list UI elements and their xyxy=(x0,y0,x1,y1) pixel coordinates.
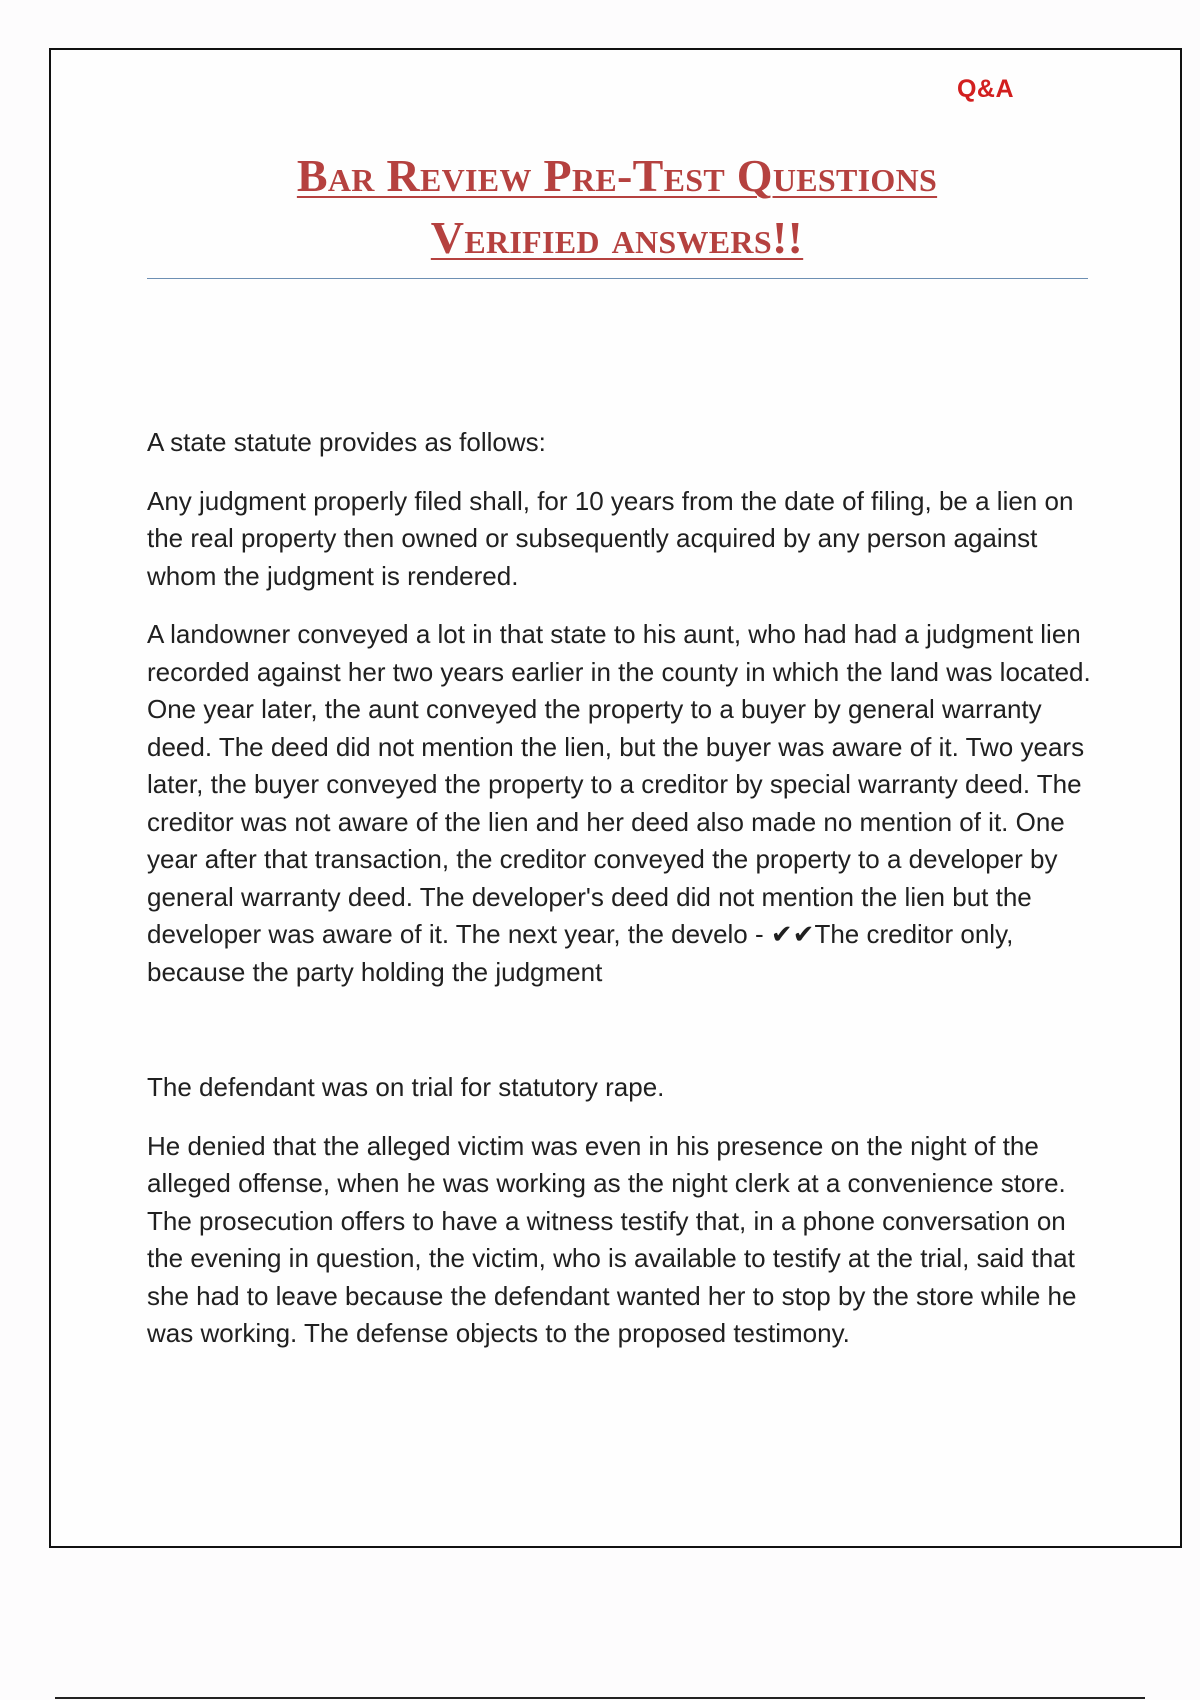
title-divider xyxy=(147,278,1088,279)
title-line-2: Verified answers!! xyxy=(430,212,804,263)
question-1-statute: Any judgment properly filed shall, for 10 years from the date of filing, be a lien on the real property then owned or subsequently acquired by any person against whom the judgment is rendered. xyxy=(147,485,1074,591)
title-line-1: Bar Review Pre-Test Questions xyxy=(296,150,938,201)
footer-rule xyxy=(55,1697,1145,1699)
question-2-body: He denied that the alleged victim was even in his presence on the night of the alleged offense, when he was working as the night clerk at a convenience store. The prosecution offers to have a witness testify that, in a phone conversation on the evening in question, the victim, who is available to testify at the trial, said that she had to leave because the defendant wanted her to stop by the store while he was working. The defense objects to the proposed testimony. xyxy=(147,1130,1077,1348)
document-page xyxy=(49,48,1182,1548)
question-1-body: A landowner conveyed a lot in that state to his aunt, who had had a judgment lien recorded against her two years earlier in the county in which the land was located. One year later, the aunt conveyed the property to a buyer by general warranty deed. The deed did not mention the lien, but the buyer was aware of it. Two years later, the buyer conveyed the property to a creditor by special warranty deed. The creditor was not aware of the lien and her deed also made no mention of it. One year after that transaction, the creditor conveyed the property to a developer by general warranty deed. The developer's deed did not mention the lien but the developer was aware of it. The next year, the develo - ✔✔The creditor only, because the party holding the judgment xyxy=(147,619,1091,987)
question-2-intro: The defendant was on trial for statutory rape. xyxy=(147,1072,665,1102)
document-body xyxy=(147,424,1097,1374)
qa-tag: Q&A xyxy=(956,75,1014,103)
document-title xyxy=(147,145,1087,269)
question-1-intro: A state statute provides as follows: xyxy=(147,427,546,457)
